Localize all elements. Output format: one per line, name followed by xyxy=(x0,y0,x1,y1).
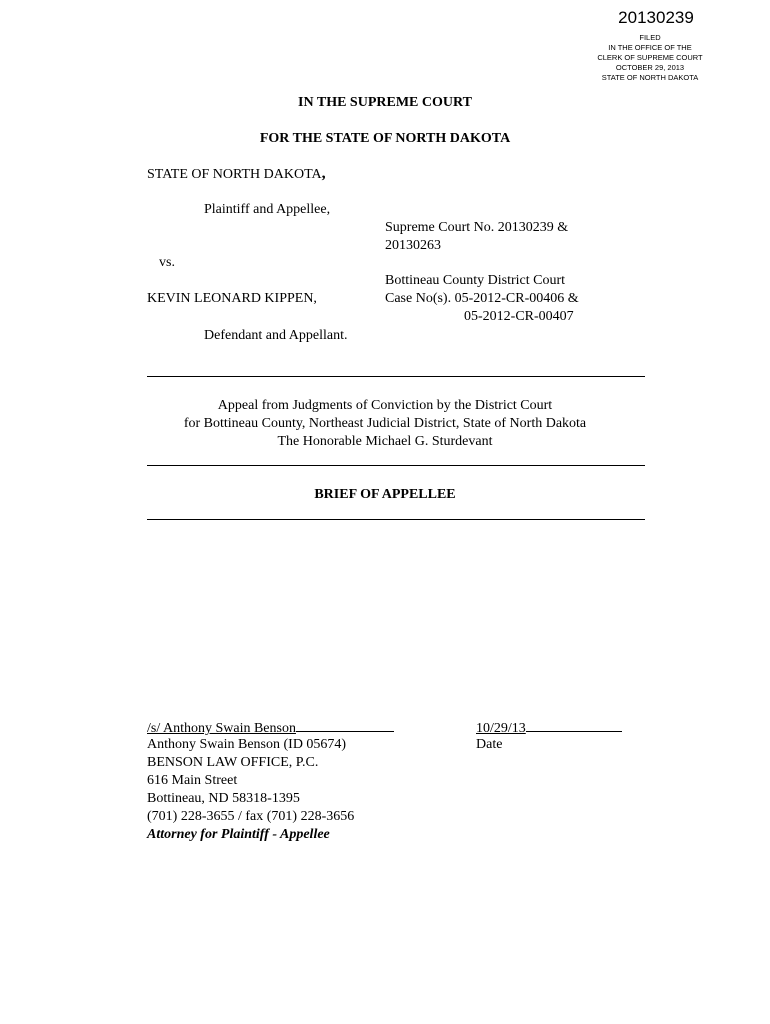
filing-stamp xyxy=(586,33,714,83)
attorney-role: Attorney for Plaintiff - Appellee xyxy=(147,827,330,842)
district-case-number-cont: 05-2012-CR-00407 xyxy=(464,309,574,324)
attorney-name-id: Anthony Swain Benson (ID 05674) xyxy=(147,737,347,752)
plaintiff-name xyxy=(147,165,326,184)
date-value: 10/29/13 xyxy=(476,721,526,736)
district-court: Bottineau County District Court xyxy=(385,273,566,288)
date-underline xyxy=(526,718,622,732)
phone-fax: (701) 228-3655 / fax (701) 228-3656 xyxy=(147,809,355,824)
appeal-line-3: The Honorable Michael G. Sturdevant xyxy=(277,434,493,449)
court-subtitle: FOR THE STATE OF NORTH DAKOTA xyxy=(259,131,511,146)
appeal-line-2: for Bottineau County, Northeast Judicial District, State of North Dakota xyxy=(183,416,587,431)
appeal-line-1: Appeal from Judgments of Conviction by the District Court xyxy=(217,398,553,413)
signature-line xyxy=(147,718,394,738)
stamp-line: IN THE OFFICE OF THE xyxy=(608,43,692,52)
supreme-court-number-cont: 20130263 xyxy=(385,238,441,253)
district-case-number: Case No(s). 05-2012-CR-00406 & xyxy=(385,291,579,306)
stamp-line: CLERK OF SUPREME COURT xyxy=(597,53,703,62)
defendant-name: KEVIN LEONARD KIPPEN, xyxy=(147,291,317,306)
signature-text: /s/ Anthony Swain Benson xyxy=(147,721,296,736)
divider-rule xyxy=(147,519,645,520)
divider-rule xyxy=(147,465,645,466)
stamp-line: FILED xyxy=(639,33,661,42)
date-label: Date xyxy=(476,737,503,752)
stamp-line: STATE OF NORTH DAKOTA xyxy=(601,73,699,82)
date-line xyxy=(476,718,622,738)
plaintiff-role: Plaintiff and Appellee, xyxy=(204,202,331,217)
divider-rule xyxy=(147,376,645,377)
street-address: 616 Main Street xyxy=(147,773,238,788)
city-address: Bottineau, ND 58318-1395 xyxy=(147,791,300,806)
versus-label: vs. xyxy=(159,255,175,270)
law-firm: BENSON LAW OFFICE, P.C. xyxy=(147,755,319,770)
signature-underline xyxy=(296,718,394,732)
stamp-line: OCTOBER 29, 2013 xyxy=(615,63,685,72)
court-title: IN THE SUPREME COURT xyxy=(298,95,472,110)
defendant-role: Defendant and Appellant. xyxy=(204,328,348,343)
brief-title: BRIEF OF APPELLEE xyxy=(314,487,456,502)
filing-number: 20130239 xyxy=(618,8,694,27)
plaintiff-comma: , xyxy=(321,165,326,182)
plaintiff-name-text: STATE OF NORTH DAKOTA xyxy=(147,167,322,182)
supreme-court-number: Supreme Court No. 20130239 & xyxy=(385,220,569,235)
